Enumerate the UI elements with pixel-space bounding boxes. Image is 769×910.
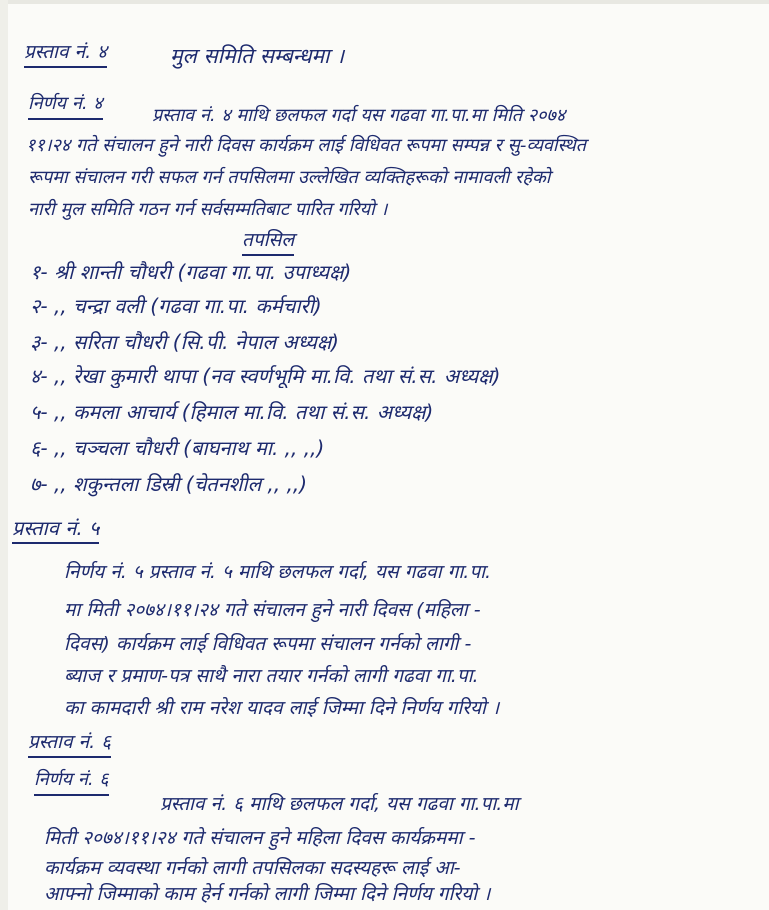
decision-4-label: निर्णय नं. ४ [28,92,103,120]
proposal-6-heading: प्रस्ताव नं. ६ [28,730,111,758]
member-5: ५- ,, कमला आचार्य (हिमाल मा.वि. तथा सं.स. अध्यक्ष) [30,400,434,424]
member-2: २- ,, चन्द्रा वली (गढवा गा.पा. कर्मचारी) [30,294,322,318]
proposal-4-title: मुल समिति सम्बन्धमा । [170,44,345,68]
decision-6-label: निर्णय नं. ६ [34,768,109,796]
decision-4-line-2: ११।२४ गते संचालन हुने नारी दिवस कार्यक्रम लाई विधिवत रूपमा सम्पन्न र सु-व्यवस्थित [26,135,587,156]
tapasil-heading: तपसिल [242,228,294,256]
decision-5-line-2: मा मिती २०७४।११।२४ गते संचालन हुने नारी दिवस (महिला - [64,599,481,621]
decision-6-line-2: मिती २०७४।११।२४ गते संचालन हुने महिला दिवस कार्यक्रममा - [44,827,476,849]
proposal-5-heading: प्रस्ताव नं. ५ [12,516,99,544]
decision-5-line-4: ब्याज र प्रमाण-पत्र साथै नारा तयार गर्नको लागी गढवा गा.पा. [64,665,479,687]
proposal-4-heading: प्रस्ताव नं. ४ [24,40,107,68]
decision-6-line-4: आफ्नो जिम्माको काम हेर्न गर्नको लागी जिम्मा दिने निर्णय गरियो । [44,883,491,905]
decision-4-line-3: रूपमा संचालन गरी सफल गर्न तपसिलमा उल्लेखित व्यक्तिहरूको नामावली रहेको [28,167,551,188]
member-6: ६- ,, चञ्चला चौधरी (बाघनाथ मा. ,, ,,) [30,436,325,460]
decision-5-line-5: का कामदारी श्री राम नरेश यादव लाई जिम्मा दिने निर्णय गरियो । [64,697,500,719]
member-7: ७- ,, शकुन्तला डिस्री (चेतनशील ,, ,,) [30,472,308,496]
decision-5-line-1: निर्णय नं. ५ प्रस्ताव नं. ५ माथि छलफल गर्दा, यस गढवा गा.पा. [64,561,492,583]
decision-5-line-3: दिवस) कार्यक्रम लाई विधिवत रूपमा संचालन गर्नको लागी - [64,633,472,655]
scan-edge-top [0,0,769,4]
member-3: ३- ,, सरिता चौधरी (सि.पी. नेपाल अध्यक्ष) [30,330,339,354]
decision-6-line-1: प्रस्ताव नं. ६ माथि छलफल गर्दा, यस गढवा गा.पा.मा [160,793,519,815]
member-1: १- श्री शान्ती चौधरी (गढवा गा.पा. उपाध्यक्ष) [30,260,352,284]
member-4: ४- ,, रेखा कुमारी थापा (नव स्वर्णभूमि मा.वि. तथा सं.स. अध्यक्ष) [30,364,501,388]
scan-edge-left [0,0,8,910]
decision-4-line-4: नारी मुल समिति गठन गर्न सर्वसम्मतिबाट पारित गरियो । [28,199,388,220]
decision-4-line-1: प्रस्ताव नं. ४ माथि छलफल गर्दा यस गढवा गा.पा.मा मिति २०७४ [152,105,566,126]
decision-6-line-3: कार्यक्रम व्यवस्था गर्नको लागी तपसिलका सदस्यहरू लाई आ- [44,857,461,879]
